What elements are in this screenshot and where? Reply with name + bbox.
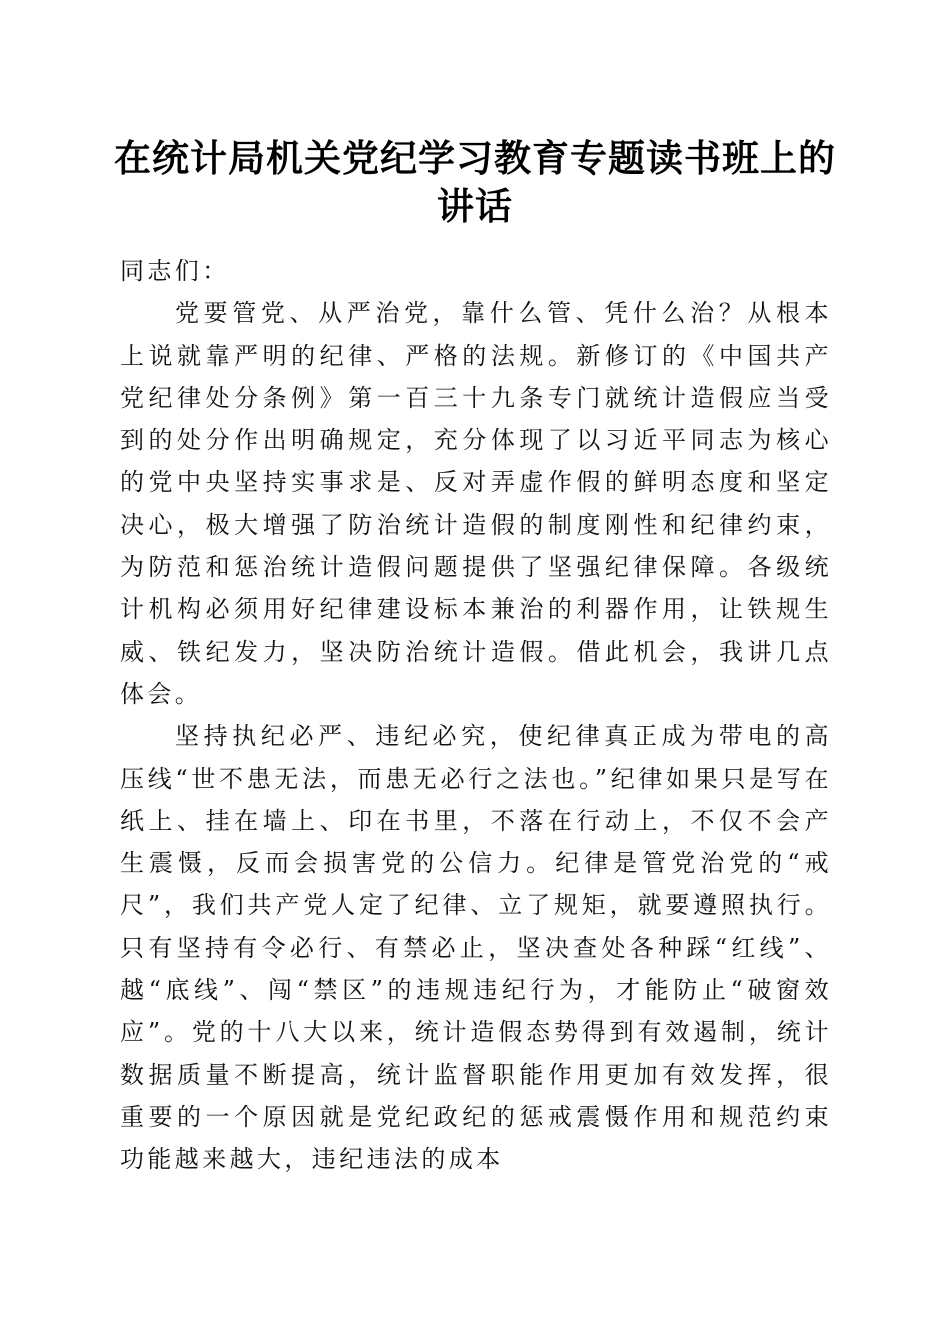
paragraph-2: 坚持执纪必严、违纪必究，使纪律真正成为带电的高压线“世不患无法，而患无必行之法也。”纪律如果只是写在纸上、挂在墙上、印在书里，不落在行动上，不仅不会产生震慑，反而会损害党的公信力。纪律是管党治党的“戒尺”，我们共产党人定了纪律、立了规矩，就要遵照执行。只有坚持有令必行、有禁必止，坚决查处各种踩“红线”、越“底线”、闯“禁区”的违规违纪行为，才能防止“破窗效应”。党的十八大以来，统计造假态势得到有效遏制，统计数据质量不断提高，统计监督职能作用更加有效发挥，很重要的一个原因就是党纪政纪的惩戒震慑作用和规范约束功能越来越大，违纪违法的成本 [120,722,832,1174]
document-body [120,250,832,1181]
salutation: 同志们： [120,257,230,285]
document-title: 在统计局机关党纪学习教育专题读书班上的讲话 [114,136,836,228]
paragraph-1: 党要管党、从严治党，靠什么管、凭什么治？从根本上说就靠严明的纪律、严格的法规。新修订的《中国共产党纪律处分条例》第一百三十九条专门就统计造假应当受到的处分作出明确规定，充分体现了以习近平同志为核心的党中央坚持实事求是、反对弄虚作假的鲜明态度和坚定决心，极大增强了防治统计造假的制度刚性和纪律约束，为防范和惩治统计造假问题提供了坚强纪律保障。各级统计机构必须用好纪律建设标本兼治的利器作用，让铁规生威、铁纪发力，坚决防治统计造假。借此机会，我讲几点体会。 [120,299,832,708]
